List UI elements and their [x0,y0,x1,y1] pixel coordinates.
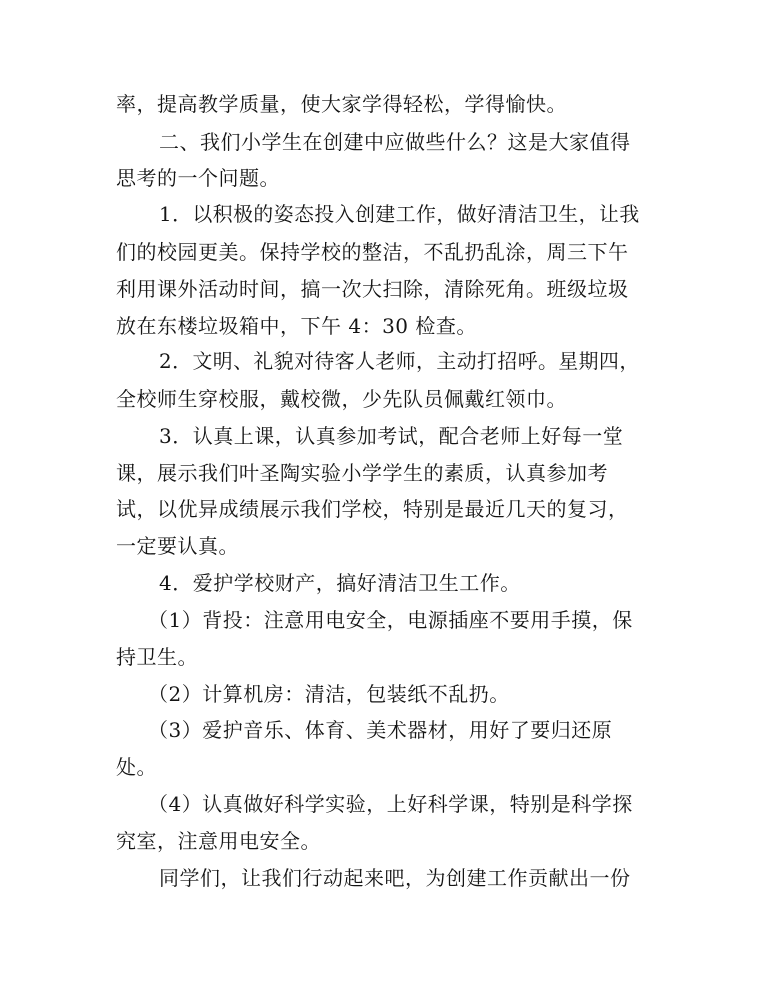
paragraph-line: 一定要认真。 [116,534,239,558]
paragraph-line: （3）爱护音乐、体育、美术器材，用好了要归还原 [148,718,613,742]
paragraph-line: 全校师生穿校服，戴校微，少先队员佩戴红领巾。 [116,387,567,411]
paragraph-line: 处。 [116,755,157,779]
paragraph-line: 试，以优异成绩展示我们学校，特别是最近几天的复习， [116,497,629,521]
paragraph-line: 同学们，让我们行动起来吧，为创建工作贡献出一份 [159,866,631,890]
paragraph-line: 2．文明、礼貌对待客人老师，主动打招呼。星期四， [159,350,640,373]
paragraph-line: （4）认真做好科学实验，上好科学课，特别是科学探 [148,792,633,816]
paragraph-line: 们的校园更美。保持学校的整洁，不乱扔乱涂，周三下午 [116,240,629,264]
paragraph-line: 思考的一个问题。 [116,166,280,190]
paragraph-line: 1．以积极的姿态投入创建工作，做好清洁卫生，让我 [159,203,640,226]
paragraph-line: 4．爱护学校财产，搞好清洁卫生工作。 [159,571,521,595]
paragraph-line: 究室，注意用电安全。 [116,829,321,853]
paragraph-line: （1）背投：注意用电安全，电源插座不要用手摸，保 [148,608,633,632]
paragraph-line: 率，提高教学质量，使大家学得轻松，学得愉快。 [116,92,567,116]
paragraph-line: 课，展示我们叶圣陶实验小学学生的素质，认真参加考 [116,461,608,485]
paragraph-line: 利用课外活动时间，搞一次大扫除，清除死角。班级垃圾 [116,277,629,301]
paragraph-line: 3．认真上课，认真参加考试，配合老师上好每一堂 [159,424,624,448]
paragraph-line: （2）计算机房：清洁，包装纸不乱扔。 [148,682,510,706]
paragraph-line: 放在东楼垃圾箱中，下午 4：30 检查。 [116,314,477,338]
paragraph-line: 持卫生。 [116,645,198,669]
paragraph-line: 二、我们小学生在创建中应做些什么？这是大家值得 [159,130,631,154]
